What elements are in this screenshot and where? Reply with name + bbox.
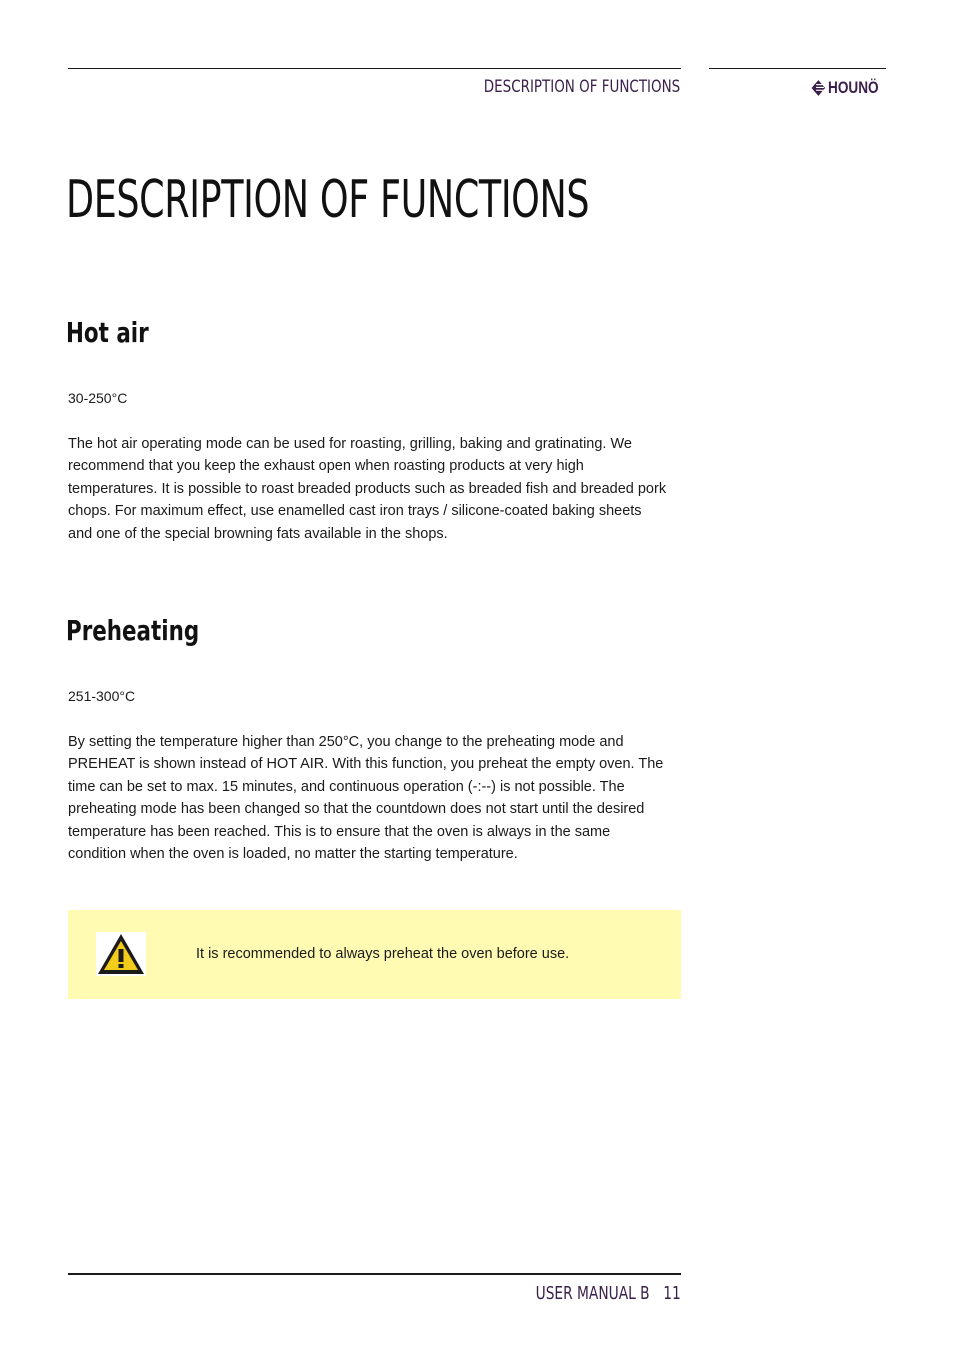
header-rule-left [68,68,681,69]
warning-icon [96,932,146,976]
footer-rule [68,1273,681,1275]
hounoe-logo-icon [811,73,826,103]
page-title: DESCRIPTION OF FUNCTIONS [66,170,590,230]
section-heading-preheating: Preheating [66,614,200,647]
page-number: 11 [663,1283,681,1304]
brand-logo [811,73,891,103]
note-box [68,910,681,999]
note-text: It is recommended to always preheat the oven before use. [196,946,570,962]
temperature-range-hot-air: 30-250°C [68,390,128,406]
section-heading-hot-air: Hot air [66,316,149,349]
paragraph-hot-air: The hot air operating mode can be used for roasting, grilling, baking and gratinating. We recommend that you keep the exhaust open when roasting products at very high temperatures. It is possible to roast breaded products such as breaded fish and breaded pork chops. For maximum effect, use enamelled cast iron trays / silicone-coated baking sheets and one of the special browning fats available in the shops. [68,436,667,542]
temperature-range-preheating: 251-300°C [68,688,136,704]
header-section-title: DESCRIPTION OF FUNCTIONS [483,77,680,97]
header-rule-right [709,68,886,69]
paragraph-preheating: By setting the temperature higher than 250°C, you change to the preheating mode and PREHEAT is shown instead of HOT AIR. With this function, you preheat the empty oven. The time can be set to max. 15 minutes, and continuous operation (-:--) is not possible. The preheating mode has been changed so that the countdown does not start until the desired temperature has been reached. This is to ensure that the oven is always in the same condition when the oven is loaded, no matter the starting temperature. [68,734,664,863]
logo-text: HOUNÖ [827,78,879,97]
footer [536,1283,681,1304]
footer-manual-label: USER MANUAL B [535,1283,650,1304]
